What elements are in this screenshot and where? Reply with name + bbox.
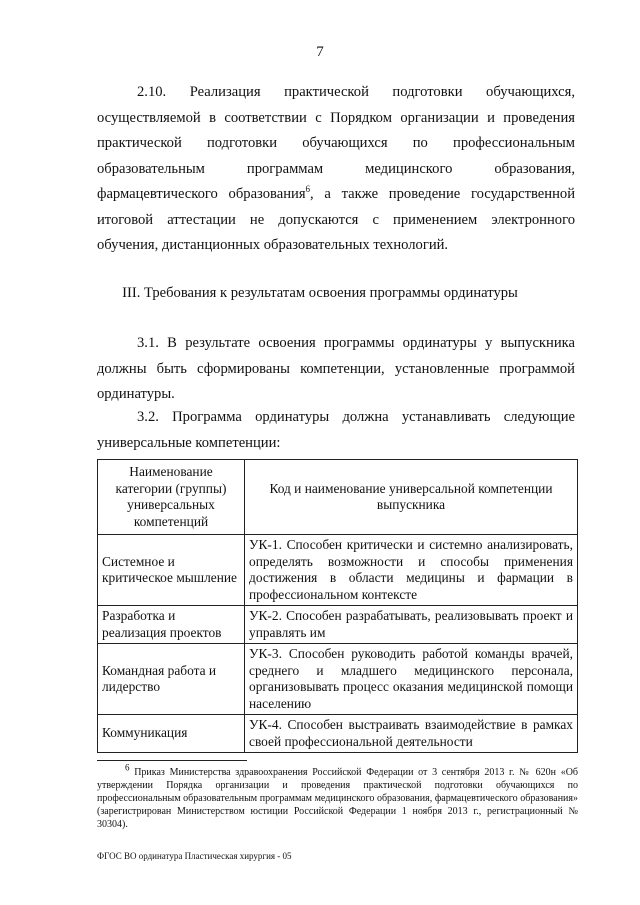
category-cell: Системное и критическое мышление (98, 535, 245, 606)
footnote-divider (97, 760, 247, 761)
paragraph-3-2: 3.2. Программа ординатуры должна устанавливать следующие универсальные компетенции: (97, 409, 575, 451)
table-row (98, 715, 578, 753)
paragraph-2-10-text-b: , а также проведение государственной итоговой аттестации не допускаются с применением электронного обучения, дистанционных образовательных технологий. (97, 186, 575, 253)
paragraph-2-10-text-a: 2.10. Реализация практической подготовки обучающихся, осуществляемой в соответствии с Порядком организации и проведения практической подготовки обучающихся по профессиональным образовательным программам медицинского образования, фармацевтического образования (97, 84, 575, 202)
competence-cell: УК-1. Способен критически и системно анализировать, определять возможности и способы применения достижения в области медицины и фармации в профессиональном контексте (245, 535, 578, 606)
document-footer: ФГОС ВО ординатура Пластическая хирургия - 05 (97, 851, 292, 861)
paragraph-2-10 (97, 80, 575, 259)
header-category: Наименование категории (группы) универсальных компетенций (98, 460, 245, 535)
table-row (98, 606, 578, 644)
footnote-6 (97, 762, 579, 831)
footnote-ref-6: 6 (305, 184, 311, 195)
table-header-row (98, 460, 578, 535)
table-row (98, 535, 578, 606)
competence-cell: УК-4. Способен выстраивать взаимодействие в рамках своей профессиональной деятельности (245, 715, 578, 753)
page-number: 7 (316, 44, 324, 60)
competence-cell: УК-2. Способен разрабатывать, реализовывать проект и управлять им (245, 606, 578, 644)
category-cell: Коммуникация (98, 715, 245, 753)
header-competence-code: Код и наименование универсальной компетенции выпускника (245, 460, 578, 535)
category-cell: Разработка и реализация проектов (98, 606, 245, 644)
footnote-marker: 6 (125, 762, 130, 773)
footnote-text: Приказ Министерства здравоохранения Российской Федерации от 3 сентября 2013 г. № 620н «Об утверждении Порядка организации и проведения практической подготовки обучающихся по профессиональным образовательным программам медицинского образования, фармацевтического образования» (зарегистрирован Министерством юстиции Российской Федерации 1 ноября 2013 г., регистрационный № 30304). (97, 767, 579, 830)
table-row (98, 644, 578, 715)
paragraph-3-1: 3.1. В результате освоения программы ординатуры у выпускника должны быть сформированы компетенции, установленные программой ординатуры. (97, 335, 575, 402)
section-heading-requirements: III. Требования к результатам освоения программы ординатуры (122, 285, 518, 301)
category-cell: Командная работа и лидерство (98, 644, 245, 715)
competence-cell: УК-3. Способен руководить работой команды врачей, среднего и младшего медицинского персонала, организовывать процесс оказания медицинской помощи населению (245, 644, 578, 715)
competencies-table (97, 459, 578, 753)
